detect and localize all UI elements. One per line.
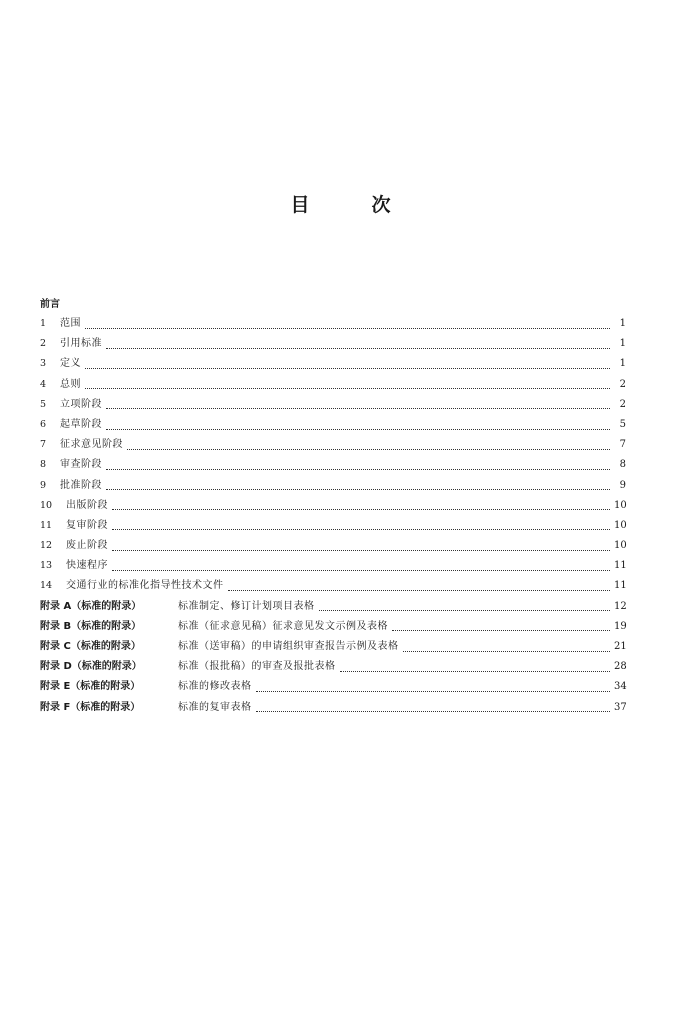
toc-entry[interactable] [40,476,626,496]
toc-appendix[interactable] [40,617,626,637]
toc-appendix-title: 标准的复审表格 [178,701,252,713]
dot-leader [106,408,610,409]
dot-leader [85,388,610,389]
toc-appendix-label: 附录 C（标准的附录） [40,641,141,652]
toc-entry-title: 立项阶段 [60,398,102,410]
dot-leader [112,509,610,510]
toc-entry-page: 2 [619,398,626,410]
table-of-contents [40,296,626,718]
title-char-1: 目 [290,194,310,216]
dot-leader [106,429,610,430]
toc-entry-number: 10 [40,499,53,511]
toc-appendix-page: 28 [614,661,627,673]
toc-entry-number: 12 [40,540,53,552]
toc-entry[interactable] [40,496,626,516]
dot-leader [256,691,611,692]
toc-entry[interactable] [40,556,626,576]
toc-appendix-title: 标准的修改表格 [178,681,252,693]
toc-entry-title: 交通行业的标准化指导性技术文件 [66,580,224,592]
toc-entry[interactable] [40,576,626,596]
toc-entry-number: 8 [40,459,47,471]
dot-leader [127,449,610,450]
toc-entry-number: 11 [40,519,53,531]
toc-entry[interactable] [40,395,626,415]
toc-appendix-label: 附录 D（标准的附录） [40,661,142,673]
toc-appendix[interactable] [40,698,626,718]
toc-entry[interactable] [40,516,626,536]
toc-preface[interactable]: 前言 [40,299,60,310]
toc-appendix-title: 标准制定、修订计划项目表格 [178,600,315,612]
toc-entry-title: 快速程序 [66,560,108,572]
toc-entry-page: 1 [619,318,626,329]
toc-entry-page: 1 [619,338,626,350]
toc-entry-page: 11 [614,580,627,592]
toc-entry-title: 废止阶段 [66,540,108,552]
toc-entry[interactable] [40,415,626,435]
toc-entry[interactable] [40,536,626,556]
dot-leader [319,610,611,611]
toc-entry-number: 2 [40,338,47,350]
toc-appendix-page: 37 [614,701,627,713]
dot-leader [256,711,611,712]
toc-entries [40,314,626,597]
toc-appendix[interactable] [40,657,626,677]
toc-entry-title: 总则 [60,378,81,390]
dot-leader [403,651,611,652]
toc-entry-page: 10 [614,540,627,552]
toc-entry-title: 出版阶段 [66,499,108,511]
toc-appendix-label: 附录 E（标准的附录） [40,681,141,693]
toc-entry-page: 7 [619,439,626,451]
toc-appendix-page: 34 [614,681,627,693]
toc-entry-number: 1 [40,318,47,329]
toc-entry-title: 批准阶段 [60,479,102,491]
toc-entry-page: 5 [619,418,626,430]
toc-appendix-page: 19 [614,620,627,632]
toc-appendix-page: 21 [614,641,627,652]
toc-appendix-label: 附录 F（标准的附录） [40,701,141,713]
dot-leader [392,630,610,631]
toc-appendix-title: 标准（报批稿）的审查及报批表格 [178,661,336,673]
dot-leader [106,469,610,470]
toc-entry-number: 4 [40,378,47,390]
toc-entry-page: 11 [614,560,627,572]
page-title [0,190,681,217]
toc-entry[interactable] [40,354,626,374]
toc-entry-number: 5 [40,398,47,410]
toc-entry-number: 9 [40,479,47,491]
toc-entry-page: 9 [619,479,626,491]
toc-appendix[interactable] [40,677,626,697]
dot-leader [112,570,610,571]
toc-appendix-label: 附录 B（标准的附录） [40,620,142,632]
toc-entry-title: 征求意见阶段 [60,439,123,451]
toc-entry-title: 复审阶段 [66,519,108,531]
toc-entry[interactable] [40,314,626,334]
toc-entry-number: 13 [40,560,53,572]
dot-leader [228,590,611,591]
dot-leader [85,328,610,329]
toc-appendix-title: 标准（征求意见稿）征求意见发文示例及表格 [178,620,388,632]
toc-entry[interactable] [40,455,626,475]
dot-leader [85,368,610,369]
toc-entry-number: 3 [40,358,47,370]
toc-entry[interactable] [40,375,626,395]
toc-entry-page: 10 [614,519,627,531]
toc-appendix[interactable] [40,637,626,657]
toc-appendix[interactable] [40,597,626,617]
dot-leader [112,550,610,551]
toc-entry-page: 8 [619,459,626,471]
dot-leader [106,348,610,349]
toc-entry-number: 7 [40,439,47,451]
toc-entry-title: 起草阶段 [60,418,102,430]
dot-leader [112,529,610,530]
toc-appendix-page: 12 [614,600,627,612]
toc-entry-page: 2 [619,378,626,390]
title-char-2: 次 [371,194,391,216]
toc-entry-title: 定义 [60,358,81,370]
toc-entry-number: 6 [40,418,47,430]
toc-entry-title: 引用标准 [60,338,102,350]
toc-appendices [40,597,626,718]
toc-entry-number: 14 [40,580,53,592]
toc-entry-title: 范围 [60,318,81,329]
toc-entry-page: 10 [614,499,627,511]
toc-appendix-label: 附录 A（标准的附录） [40,600,142,612]
dot-leader [106,489,610,490]
toc-appendix-title: 标准（送审稿）的申请组织审查报告示例及表格 [178,641,399,652]
dot-leader [340,671,611,672]
toc-entry[interactable] [40,435,626,455]
toc-entry-title: 审查阶段 [60,459,102,471]
toc-entry-page: 1 [619,358,626,370]
toc-entry[interactable] [40,334,626,354]
